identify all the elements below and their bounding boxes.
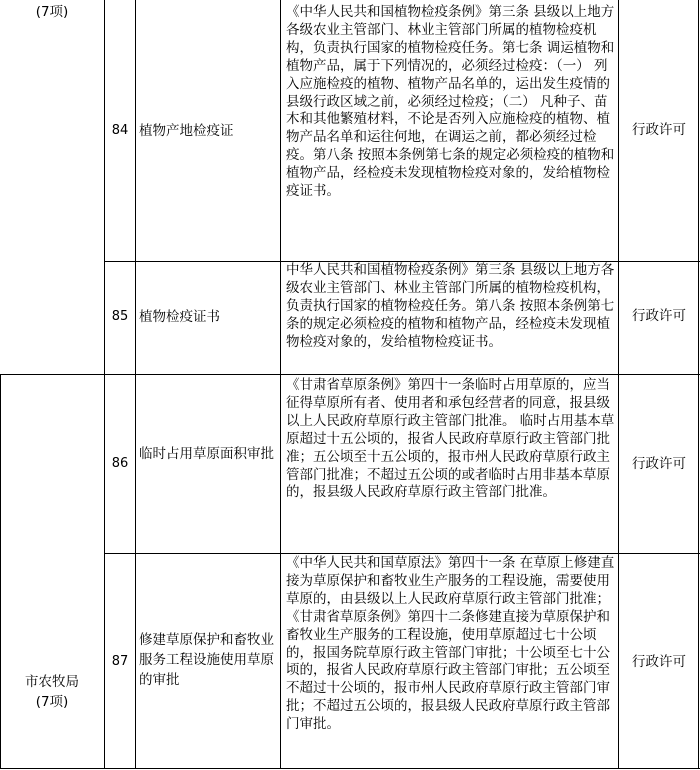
item-type: 行政许可 <box>632 456 686 472</box>
item-type: 行政许可 <box>632 122 686 138</box>
legal-basis: 《中华人民共和国植物检疫条例》第三条 县级以上地方各级农业主管部门、林业主管部门所属的植物检疫机构，负责执行国家的植物检疫任务。第七条 调运植物和植物产品，属于下列情况的，必须经过检疫：（一） 列入应施检疫的植物、植物产品名单的，运出发生疫情的县级行政区域之前，必须经过检疫；（二） 凡种子、苗木和其他繁殖材料，不论是否列入应施检疫的植物、植物产品名单和运往何地，在调运之前，都必须经过检疫。第八条 按照本条例第七条的规定必须检疫的植物和植物产品，经检疫未发现植物检疫对象的，发给植物检疫证书。 <box>286 4 615 200</box>
legal-basis: 中华人民共和国植物检疫条例》第三条 县级以上地方各级农业主管部门、林业主管部门所属的植物检疫机构，负责执行国家的植物检疫任务。第八条 按照本条例第七条的规定必须检疫的植物和植物产品，经检疫未发现植物检疫对象的，发给植物检疫证书。 <box>286 262 615 350</box>
row-number: 87 <box>111 654 129 669</box>
item-name: 修建草原保护和畜牧业服务工程设施使用草原的审批 <box>139 632 274 688</box>
legal-basis: 《甘肃省草原条例》第四十一条临时占用草原的，应当征得草原所有者、使用者和承包经营者的同意，报县级以上人民政府草原行政主管部门批准。 临时占用基本草原超过十五公顷的，报省人民政府草原行政主管部门批准；五公顷至十五公顷的，报市州人民政府草原行政主管部门批准；不超过五公顷的或者临时占用非基本草原的，报县级人民政府草原行政主管部门批准。 <box>286 377 615 501</box>
column-divider <box>618 0 619 769</box>
department-cell <box>0 672 104 712</box>
item-name: 临时占用草原面积审批 <box>139 446 274 462</box>
department-count: (7项) <box>35 694 69 710</box>
row-divider <box>104 553 700 554</box>
row-number: 84 <box>111 123 129 138</box>
row-number: 86 <box>111 456 129 471</box>
item-type: 行政许可 <box>632 308 686 324</box>
item-type: 行政许可 <box>632 654 686 670</box>
legal-basis: 《中华人民共和国草原法》第四十一条 在草原上修建直接为草原保护和畜牧业生产服务的工程设施，需要使用草原的，由县级以上人民政府草原行政主管部门批准；《甘肃省草原条例》第四十二条修建直接为草原保护和畜牧业生产服务的工程设施，使用草原超过七十公顷的，报国务院草原行政主管部门审批；十公顷至七十公顷的，报省人民政府草原行政主管部门审批；五公顷至不超过十公顷的，报市州人民政府草原行政主管部门审批；不超过五公顷的，报县级人民政府草原行政主管部门审批。 <box>286 555 615 733</box>
row-divider <box>0 374 700 375</box>
row-number: 85 <box>111 309 129 324</box>
item-name: 植物产地检疫证 <box>139 123 234 139</box>
item-name: 植物检疫证书 <box>139 309 220 325</box>
column-divider <box>280 0 281 769</box>
department-count: (7项) <box>35 4 69 20</box>
column-divider <box>104 0 105 769</box>
department-name: 市农牧局 <box>25 674 79 690</box>
table-bottom-border <box>0 768 700 769</box>
table-right-border <box>698 0 699 769</box>
